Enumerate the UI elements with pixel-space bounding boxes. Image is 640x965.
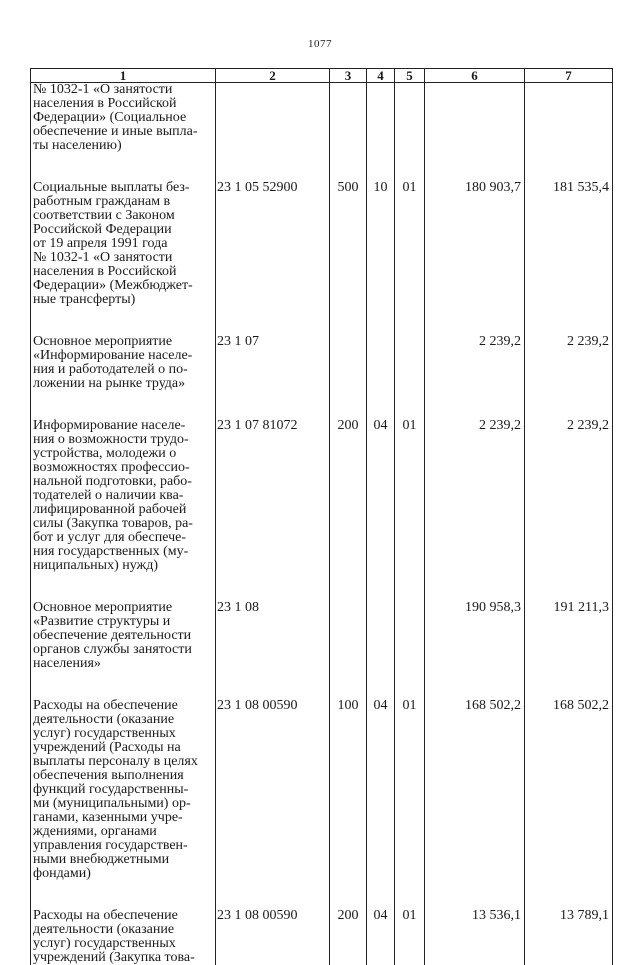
row-sum-year-1: 13 536,1 — [425, 909, 525, 965]
column-header-sum-year-2: 7 — [525, 69, 613, 83]
row-spacer — [33, 405, 213, 419]
row-sum-year-1: 168 502,2 — [425, 699, 525, 909]
row-expense-type: 200 — [330, 419, 367, 601]
description-line: населения в Российской — [33, 97, 213, 111]
description-line: Федерации» (Социальное — [33, 111, 213, 125]
description-line: возможностях профессио- — [33, 461, 213, 475]
row-spacer — [33, 307, 213, 321]
column-header-section: 4 — [367, 69, 395, 83]
row-subsection: 01 — [395, 699, 425, 909]
description-line: лифицированной рабочей — [33, 503, 213, 517]
row-spacer — [33, 391, 213, 405]
row-description — [31, 419, 216, 601]
description-line: работным гражданам в — [33, 195, 213, 209]
description-line: соответствии с Законом — [33, 209, 213, 223]
row-sum-year-2: 168 502,2 — [525, 699, 613, 909]
description-line: учреждений (Расходы на — [33, 741, 213, 755]
description-line: ложении на рынке труда» — [33, 377, 213, 391]
row-section: 04 — [367, 419, 395, 601]
row-sum-year-1: 2 239,2 — [425, 335, 525, 419]
description-line: № 1032-1 «О занятости — [33, 83, 213, 97]
table-row — [31, 601, 613, 699]
row-subsection: 01 — [395, 419, 425, 601]
description-line: ты населению) — [33, 139, 213, 153]
description-line: Федерации» (Межбюджет- — [33, 279, 213, 293]
row-target-code: 23 1 07 — [216, 335, 330, 419]
row-spacer — [33, 587, 213, 601]
row-expense-type — [330, 83, 367, 182]
row-sum-year-1: 2 239,2 — [425, 419, 525, 601]
row-spacer — [33, 685, 213, 699]
description-line: от 19 апреля 1991 года — [33, 237, 213, 251]
description-line: ми (муниципальными) ор- — [33, 797, 213, 811]
description-line: деятельности (оказание — [33, 713, 213, 727]
row-target-code: 23 1 07 81072 — [216, 419, 330, 601]
row-description — [31, 83, 216, 182]
row-target-code: 23 1 08 00590 — [216, 699, 330, 909]
description-line: населения» — [33, 657, 213, 671]
row-spacer — [33, 671, 213, 685]
table-row — [31, 335, 613, 419]
row-sum-year-2: 2 239,2 — [525, 335, 613, 419]
table-row — [31, 83, 613, 182]
row-expense-type: 200 — [330, 909, 367, 965]
header-row — [31, 69, 613, 83]
row-spacer — [33, 321, 213, 335]
description-line: ждениями, органами — [33, 825, 213, 839]
column-header-sum-year-1: 6 — [425, 69, 525, 83]
row-expense-type — [330, 601, 367, 699]
row-section — [367, 83, 395, 182]
description-line: ные трансферты) — [33, 293, 213, 307]
budget-table — [30, 68, 613, 965]
row-sum-year-1: 190 958,3 — [425, 601, 525, 699]
row-section — [367, 335, 395, 419]
description-line: деятельности (оказание — [33, 923, 213, 937]
page-number: 1077 — [0, 38, 640, 50]
row-section: 04 — [367, 699, 395, 909]
description-line: ными внебюджетными — [33, 853, 213, 867]
description-line: фондами) — [33, 867, 213, 881]
description-line: Расходы на обеспечение — [33, 909, 213, 923]
table-row — [31, 909, 613, 965]
row-section — [367, 601, 395, 699]
row-sum-year-2 — [525, 83, 613, 182]
table-row — [31, 699, 613, 909]
row-sum-year-1 — [425, 83, 525, 182]
row-spacer — [33, 895, 213, 909]
row-spacer — [33, 167, 213, 181]
table-body — [31, 83, 613, 965]
row-subsection: 01 — [395, 181, 425, 335]
row-subsection: 01 — [395, 909, 425, 965]
description-line: услуг) государственных — [33, 937, 213, 951]
row-description — [31, 699, 216, 909]
description-line: обеспечение деятельности — [33, 629, 213, 643]
table-row — [31, 419, 613, 601]
row-spacer — [33, 573, 213, 587]
description-line: силы (Закупка товаров, ра- — [33, 517, 213, 531]
column-header-description: 1 — [31, 69, 216, 83]
row-description — [31, 181, 216, 335]
description-line: ниципальных) нужд) — [33, 559, 213, 573]
description-line: ния и работодателей о по- — [33, 363, 213, 377]
row-sum-year-2: 191 211,3 — [525, 601, 613, 699]
description-line: «Информирование населе- — [33, 349, 213, 363]
row-spacer — [33, 881, 213, 895]
row-sum-year-2: 13 789,1 — [525, 909, 613, 965]
description-line: ния о возможности трудо- — [33, 433, 213, 447]
description-line: органов службы занятости — [33, 643, 213, 657]
description-line: учреждений (Закупка това- — [33, 951, 213, 965]
column-header-expense-type: 3 — [330, 69, 367, 83]
description-line: обеспечение и иные выпла- — [33, 125, 213, 139]
description-line: населения в Российской — [33, 265, 213, 279]
row-sum-year-2: 181 535,4 — [525, 181, 613, 335]
row-description — [31, 601, 216, 699]
description-line: Расходы на обеспечение — [33, 699, 213, 713]
row-target-code: 23 1 05 52900 — [216, 181, 330, 335]
row-sum-year-1: 180 903,7 — [425, 181, 525, 335]
row-description — [31, 909, 216, 965]
row-subsection — [395, 601, 425, 699]
description-line: «Развитие структуры и — [33, 615, 213, 629]
row-expense-type: 500 — [330, 181, 367, 335]
column-header-target-code: 2 — [216, 69, 330, 83]
row-description — [31, 335, 216, 419]
row-target-code: 23 1 08 00590 — [216, 909, 330, 965]
description-line: № 1032-1 «О занятости — [33, 251, 213, 265]
description-line: управления государствен- — [33, 839, 213, 853]
description-line: ганами, казенными учре- — [33, 811, 213, 825]
description-line: обеспечения выполнения — [33, 769, 213, 783]
table-row — [31, 181, 613, 335]
description-line: Социальные выплаты без- — [33, 181, 213, 195]
row-expense-type: 100 — [330, 699, 367, 909]
row-subsection — [395, 335, 425, 419]
description-line: Основное мероприятие — [33, 335, 213, 349]
description-line: Основное мероприятие — [33, 601, 213, 615]
row-target-code: 23 1 08 — [216, 601, 330, 699]
row-expense-type — [330, 335, 367, 419]
description-line: нальной подготовки, рабо- — [33, 475, 213, 489]
description-line: ния государственных (му- — [33, 545, 213, 559]
description-line: выплаты персоналу в целях — [33, 755, 213, 769]
row-spacer — [33, 153, 213, 167]
description-line: Российской Федерации — [33, 223, 213, 237]
description-line: Информирование населе- — [33, 419, 213, 433]
row-target-code — [216, 83, 330, 182]
description-line: тодателей о наличии ква- — [33, 489, 213, 503]
description-line: бот и услуг для обеспече- — [33, 531, 213, 545]
column-header-subsection: 5 — [395, 69, 425, 83]
description-line: функций государственны- — [33, 783, 213, 797]
description-line: услуг) государственных — [33, 727, 213, 741]
description-line: устройства, молодежи о — [33, 447, 213, 461]
row-sum-year-2: 2 239,2 — [525, 419, 613, 601]
row-subsection — [395, 83, 425, 182]
row-section: 10 — [367, 181, 395, 335]
row-section: 04 — [367, 909, 395, 965]
